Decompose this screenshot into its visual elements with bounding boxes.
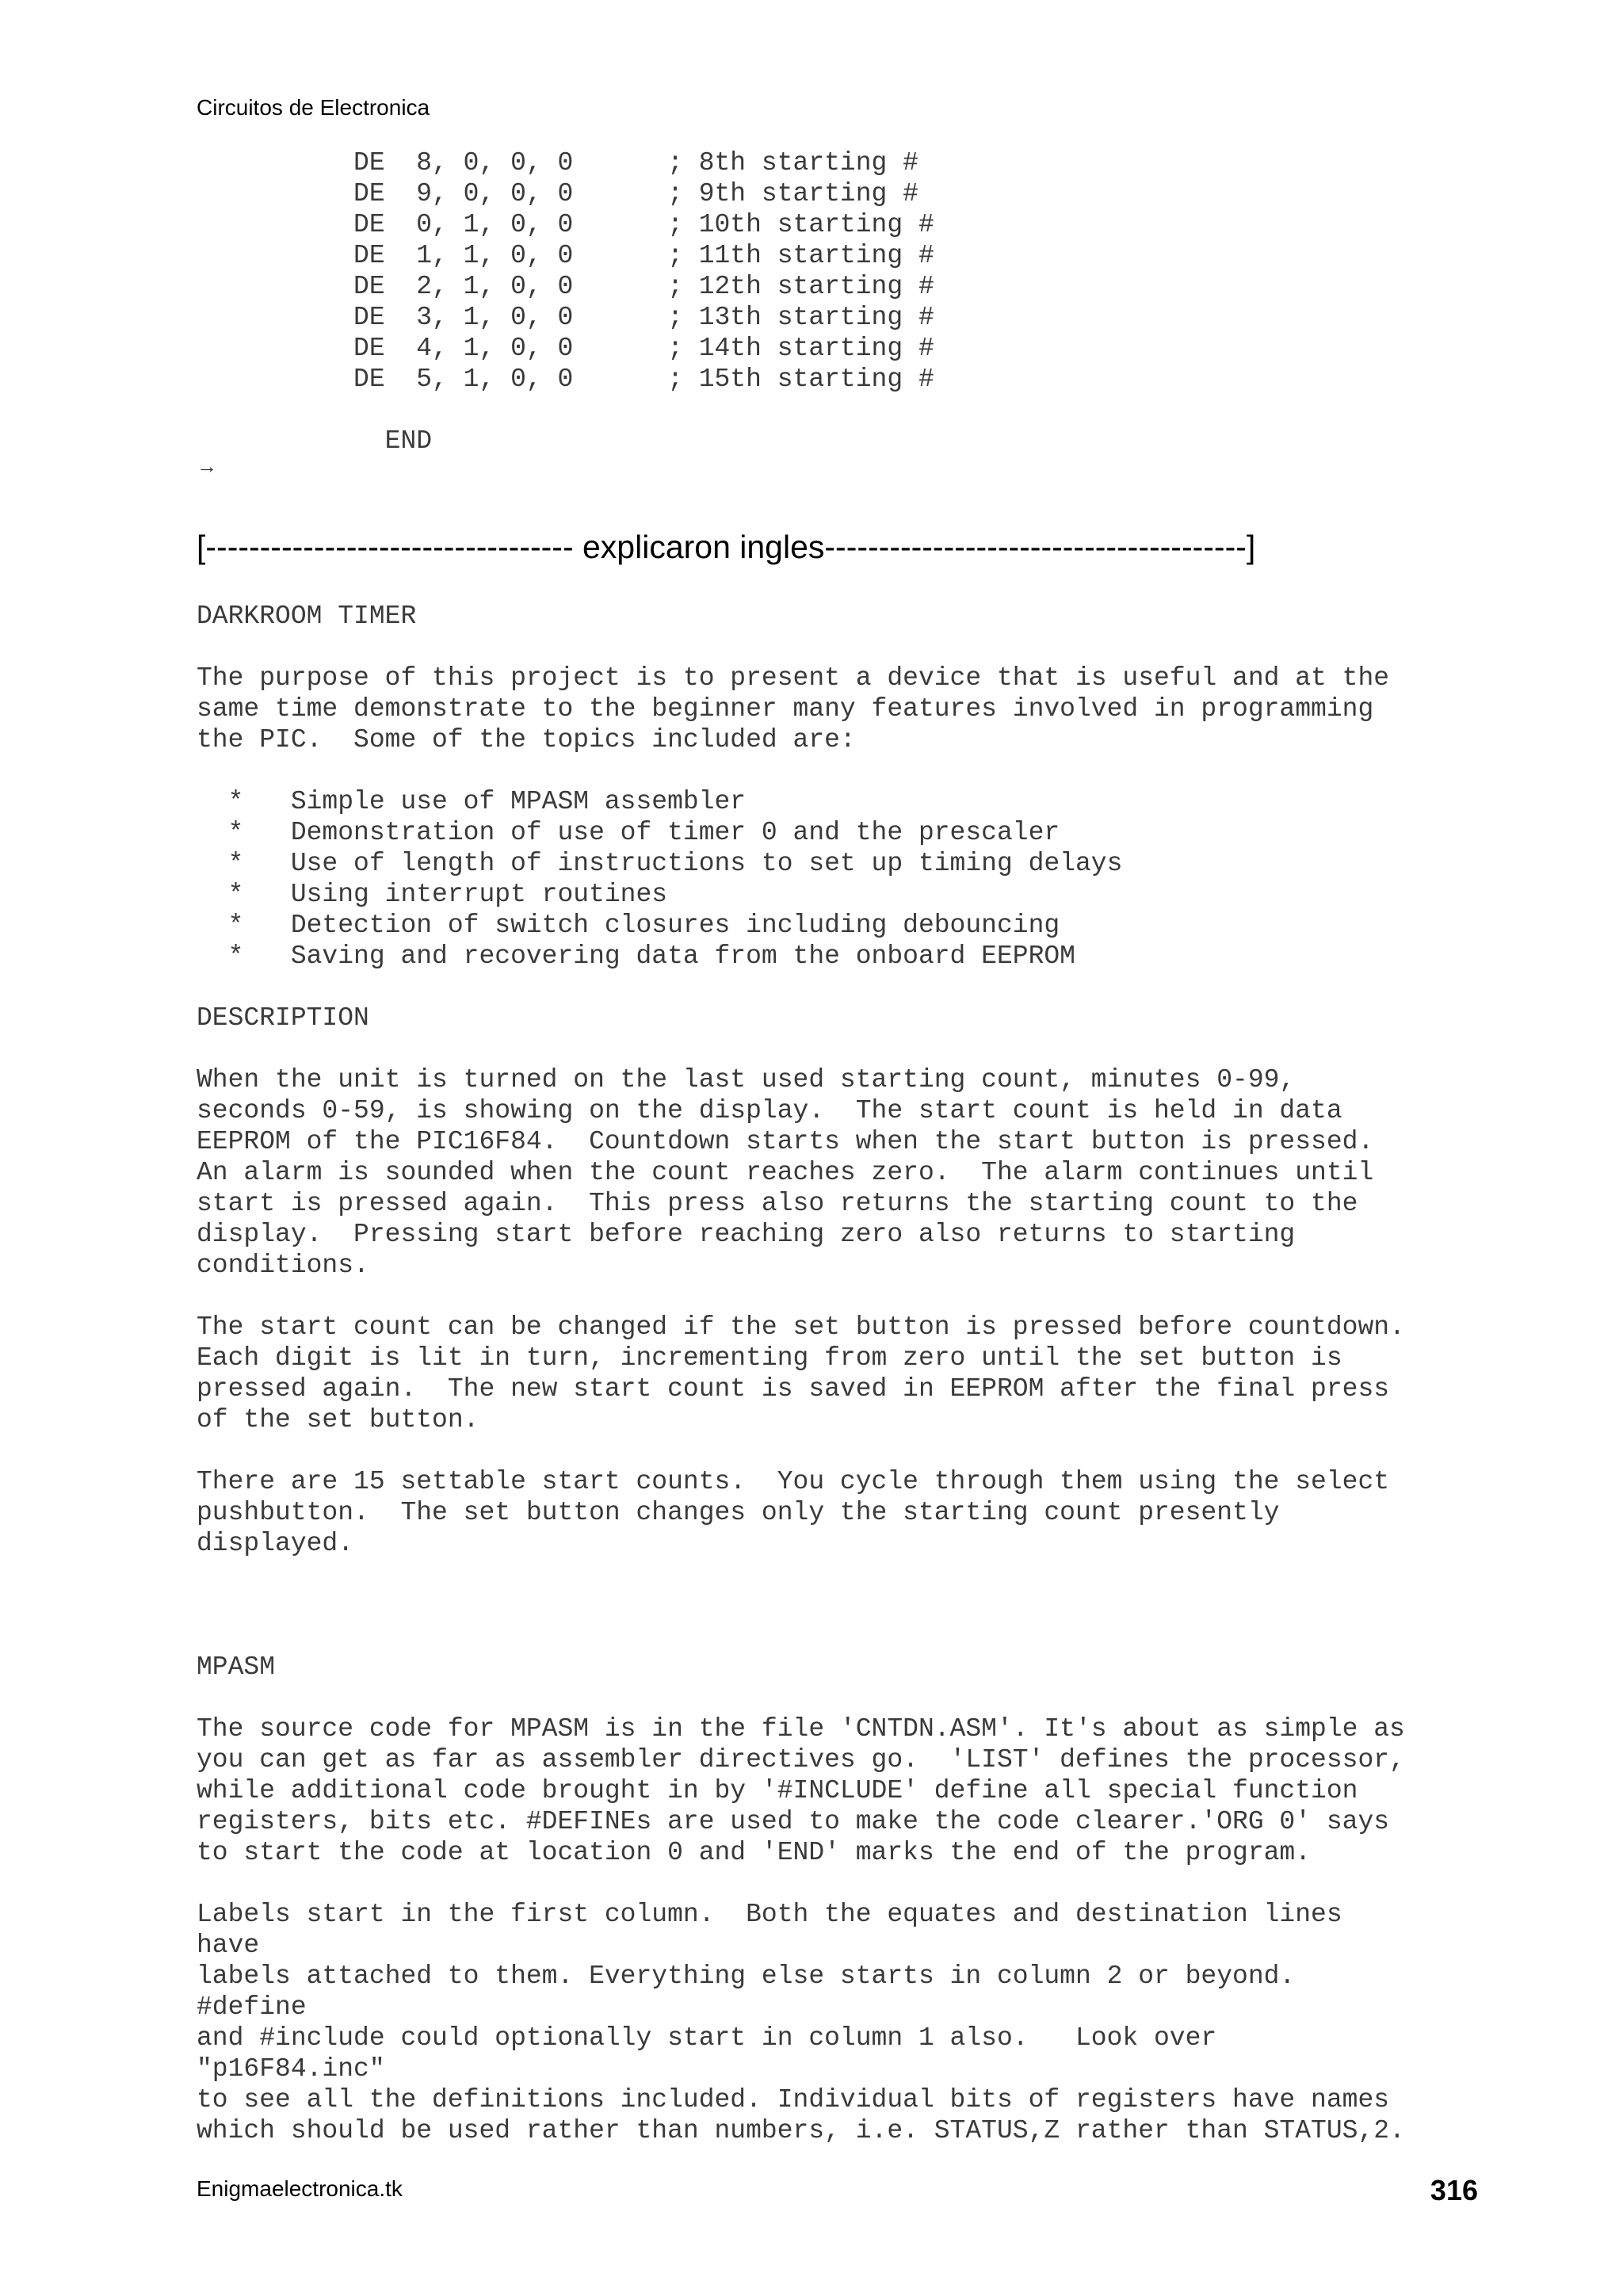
page-number: 316 — [1430, 2174, 1478, 2206]
footer-site: Enigmaelectronica.tk — [197, 2176, 403, 2201]
section-divider: [---------------------------------- explicaron ingles---------------------------------------] — [197, 529, 1256, 565]
code-listing-tail: DE 8, 0, 0, 0 ; 8th starting # DE 9, 0, 0, 0 ; 9th starting # DE 0, 1, 0, 0 ; 10th starting # DE 1, 1, 0, 0 ; 11th starting # DE 2, 1, 0, 0 ; 12th starting # DE 3, 1, 0, 0 ; 13th starting # DE 4, 1, 0, 0 ; 14th starting # DE 5, 1, 0, 0 ; 15th starting # END — [353, 148, 934, 456]
page-header: Circuitos de Electronica — [197, 95, 430, 120]
body-text: DARKROOM TIMER The purpose of this project is to present a device that is useful and at the same time demonstrate to the beginner many features involved in programming the PIC. Some of the topics included are: * Simple use of MPASM assembler * Demonstration of use of timer 0 and the prescaler * Use of length of instructions to set up timing delays * Using interrupt routines * Detection of switch closures including debouncing * Saving and recovering data from the onboard EEPROM DESCRIPTION When the unit is turned on the last used starting count, minutes 0-99, seconds 0-59, is showing on the display. The start count is held in data EEPROM of the PIC16F84. Countdown starts when the start button is pressed. An alarm is sounded when the count reaches zero. The alarm continues until start is pressed again. This press also returns the starting count to the display. Pressing start before reaching zero also returns to starting conditions. The start count can be changed if the set button is pressed before countdown. Each digit is lit in turn, incrementing from zero until the set button is pressed again. The new start count is saved in EEPROM after the final press of the set button. There are 15 settable start counts. You cycle through them using the select pushbutton. The set button changes only the starting count presently displayed. MPASM The source code for MPASM is in the file 'CNTDN.ASM'. It's about as simple as you can get as far as assembler directives go. 'LIST' defines the processor, while additional code brought in by '#INCLUDE' define all special function registers, bits etc. #DEFINEs are used to make the code clearer.'ORG 0' says to start the code at location 0 and 'END' marks the end of the program. Labels start in the first column. Both the equates and destination lines have labels attached to them. Everything else starts in column 2 or beyond. #define and #include could optionally start in column 1 also. Look over "p16F84.inc" to see all the definitions included. Individual bits of registers have names which should be used rather than numbers, i.e. STATUS,Z rather than STATUS,2. — [197, 602, 1405, 2145]
arrow-marker: → — [197, 454, 217, 478]
